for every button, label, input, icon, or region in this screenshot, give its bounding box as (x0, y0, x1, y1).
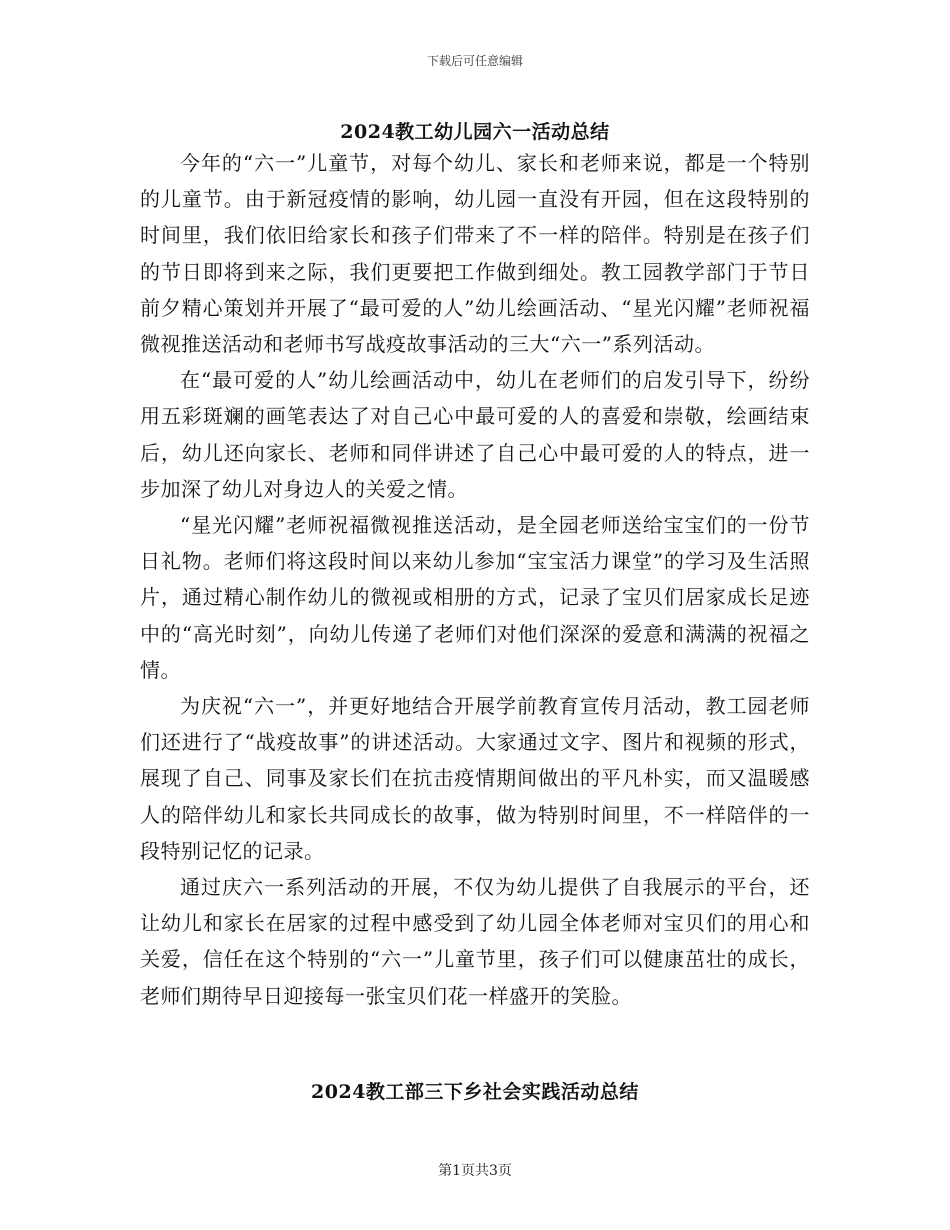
page-header: 下载后可任意编辑 (426, 54, 523, 68)
paragraph-4: 为庆祝“六一”，并更好地结合开展学前教育宣传月活动，教工园老师们还进行了“战疫故事”的讲述活动。大家通过文字、图片和视频的形式，展现了自己、同事及家长们在抗击疫情期间做出的平凡朴实，而又温暖感人的陪伴幼儿和家长共同成长的故事，做为特别时间里，不一样陪伴的一段特别记忆的记录。 (140, 694, 810, 863)
document-title: 2024教工幼儿园六一活动总结 (340, 121, 610, 143)
page-footer: 第1页共3页 (438, 1163, 512, 1179)
paragraph-5: 通过庆六一系列活动的开展，不仅为幼儿提供了自我展示的平台，还让幼儿和家长在居家的过程中感受到了幼儿园全体老师对宝贝们的用心和关爱，信任在这个特别的“六一”儿童节里，孩子们可以健康茁壮的成长，老师们期待早日迎接每一张宝贝们花一样盛开的笑脸。 (140, 875, 810, 1008)
paragraph-1: 今年的“六一”儿童节，对每个幼儿、家长和老师来说，都是一个特别的儿童节。由于新冠疫情的影响，幼儿园一直没有开园，但在这段特别的时间里，我们依旧给家长和孩子们带来了不一样的陪伴。特别是在孩子们的节日即将到来之际，我们更要把工作做到细处。教工园教学部门于节日前夕精心策划并开展了“最可爱的人”幼儿绘画活动、“星光闪耀”老师祝福微视推送活动和老师书写战疫故事活动的三大“六一”系列活动。 (140, 151, 810, 357)
next-section-title: 2024教工部三下乡社会实践活动总结 (311, 1081, 639, 1103)
paragraph-2: 在“最可爱的人”幼儿绘画活动中，幼儿在老师们的启发引导下，纷纷用五彩斑斓的画笔表达了对自己心中最可爱的人的喜爱和崇敬，绘画结束后，幼儿还向家长、老师和同伴讲述了自己心中最可爱的人的特点，进一步加深了幼儿对身边人的关爱之情。 (140, 368, 810, 501)
document-body (140, 145, 810, 1014)
paragraph-3: “星光闪耀”老师祝福微视推送活动，是全园老师送给宝宝们的一份节日礼物。老师们将这段时间以来幼儿参加“宝宝活力课堂”的学习及生活照片，通过精心制作幼儿的微视或相册的方式，记录了宝贝们居家成长足迹中的“高光时刻”，向幼儿传递了老师们对他们深深的爱意和满满的祝福之情。 (140, 513, 810, 682)
